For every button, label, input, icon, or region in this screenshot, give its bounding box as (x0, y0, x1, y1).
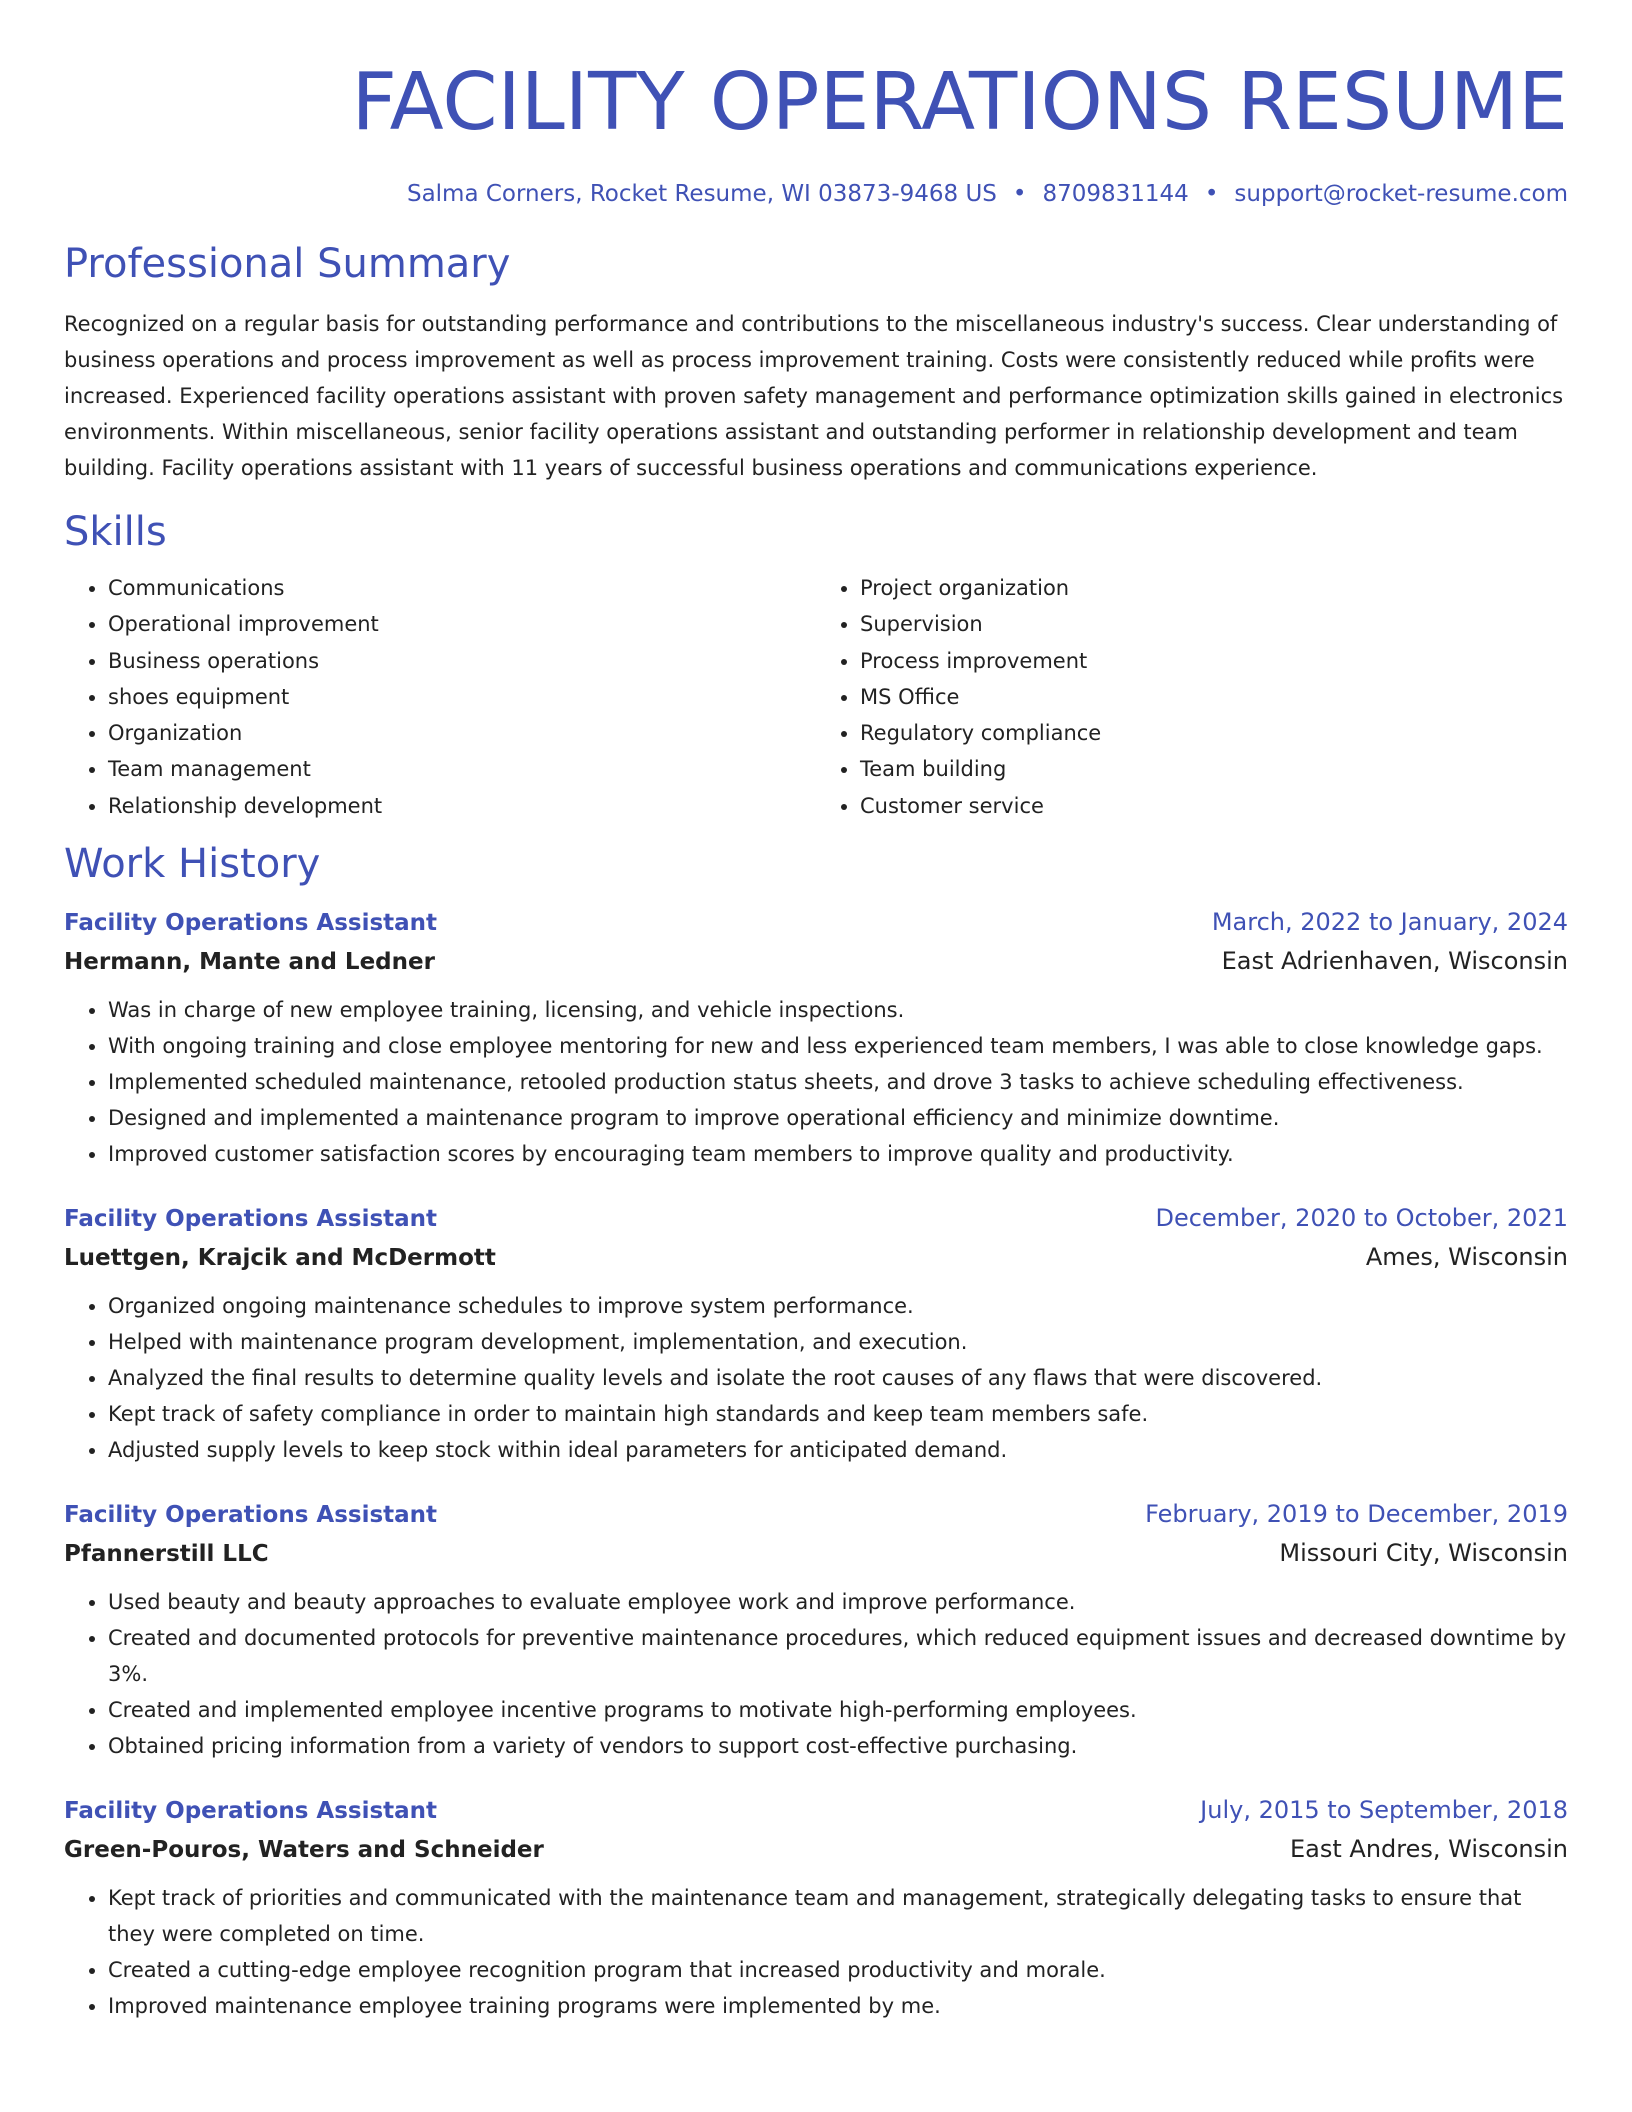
job-bullets (64, 1288, 1568, 1468)
skill-item: • Project organization (860, 570, 1568, 606)
skill-item: • Operational improvement (108, 606, 816, 642)
job-dates: February, 2019 to December, 2019 (1145, 1500, 1568, 1529)
job-subheader (64, 1237, 1568, 1278)
job-bullet: • Designed and implemented a maintenance program to improve operational efficiency and minimize downtime. (108, 1100, 1568, 1136)
skills-column-left (64, 570, 816, 824)
job-bullet: • Created a cutting-edge employee recognition program that increased productivity and morale. (108, 1952, 1568, 1988)
contact-separator: • (1204, 181, 1219, 207)
job-company: Green-Pouros, Waters and Schneider (64, 1837, 544, 1864)
skills-column-right (816, 570, 1568, 824)
job-header (64, 904, 1568, 941)
contact-address: Salma Corners, Rocket Resume, WI 03873-9468 US (406, 181, 997, 207)
contact-line (64, 178, 1568, 210)
job-dates: July, 2015 to September, 2018 (1200, 1796, 1568, 1825)
contact-phone: 8709831144 (1042, 181, 1189, 207)
job-bullet: • Created and implemented employee incentive programs to motivate high-performing employees. (108, 1692, 1568, 1728)
job-bullet: • With ongoing training and close employee mentoring for new and less experienced team members, I was able to close knowledge gaps. (108, 1028, 1568, 1064)
job-title: Facility Operations Assistant (64, 1206, 438, 1233)
job-location: East Adrienhaven, Wisconsin (1221, 947, 1568, 976)
job-location: Ames, Wisconsin (1365, 1243, 1568, 1272)
job-bullet: • Organized ongoing maintenance schedules to improve system performance. (108, 1288, 1568, 1324)
job-company: Hermann, Mante and Ledner (64, 949, 435, 976)
job-entry (64, 1496, 1568, 1764)
job-entry (64, 1792, 1568, 2024)
resume-title: FACILITY OPERATIONS RESUME (351, 56, 1568, 148)
skill-item: • Regulatory compliance (860, 715, 1568, 751)
skill-item: • Customer service (860, 788, 1568, 824)
job-entry (64, 1200, 1568, 1468)
job-header (64, 1200, 1568, 1237)
summary-heading: Professional Summary (64, 241, 511, 287)
job-dates: December, 2020 to October, 2021 (1155, 1204, 1568, 1233)
summary-text: Recognized on a regular basis for outstanding performance and contributions to the miscellaneous industry's success. Clear understanding of business operations and process improvement as well as process improvement training. Costs were consistently reduced while profits were increased. Experienced facility operations assistant with proven safety management and performance optimization skills gained in electronics environments. Within miscellaneous, senior facility operations assistant and outstanding performer in relationship development and team building. Facility operations assistant with 11 years of successful business operations and communications experience. (64, 312, 1564, 480)
job-bullet: • Adjusted supply levels to keep stock within ideal parameters for anticipated demand. (108, 1432, 1568, 1468)
job-subheader (64, 941, 1568, 982)
job-bullet: • Improved customer satisfaction scores by encouraging team members to improve quality and productivity. (108, 1136, 1568, 1172)
skill-item: • Team building (860, 751, 1568, 787)
job-bullet: • Obtained pricing information from a variety of vendors to support cost-effective purchasing. (108, 1728, 1568, 1764)
skill-item: • Team management (108, 751, 816, 787)
skill-item: • shoes equipment (108, 679, 816, 715)
job-subheader (64, 1829, 1568, 1870)
skills-grid (64, 570, 1568, 824)
job-bullet: • Created and documented protocols for preventive maintenance procedures, which reduced equipment issues and decreased downtime by 3%. (108, 1620, 1568, 1692)
skill-item: • Process improvement (860, 643, 1568, 679)
job-subheader (64, 1533, 1568, 1574)
job-bullet: • Used beauty and beauty approaches to evaluate employee work and improve performance. (108, 1584, 1568, 1620)
job-bullets (64, 992, 1568, 1172)
job-bullet: • Analyzed the final results to determine quality levels and isolate the root causes of any flaws that were discovered. (108, 1360, 1568, 1396)
job-header (64, 1792, 1568, 1829)
skill-item: • Relationship development (108, 788, 816, 824)
job-bullet: • Kept track of safety compliance in order to maintain high standards and keep team members safe. (108, 1396, 1568, 1432)
job-entry (64, 904, 1568, 1172)
job-bullet: • Implemented scheduled maintenance, retooled production status sheets, and drove 3 tasks to achieve scheduling effectiveness. (108, 1064, 1568, 1100)
skill-item: • Communications (108, 570, 816, 606)
skill-item: • Business operations (108, 643, 816, 679)
job-bullet: • Kept track of priorities and communicated with the maintenance team and management, strategically delegating tasks to ensure that they were completed on time. (108, 1880, 1568, 1952)
work-history-heading: Work History (64, 841, 321, 888)
contact-separator: • (1012, 181, 1027, 207)
job-dates: March, 2022 to January, 2024 (1211, 908, 1568, 937)
job-title: Facility Operations Assistant (64, 1798, 438, 1825)
job-bullets (64, 1880, 1568, 2024)
skill-item: • Supervision (860, 606, 1568, 642)
skill-item: • Organization (108, 715, 816, 751)
job-bullet: • Helped with maintenance program development, implementation, and execution. (108, 1324, 1568, 1360)
job-location: Missouri City, Wisconsin (1279, 1539, 1568, 1568)
job-location: East Andres, Wisconsin (1290, 1835, 1568, 1864)
contact-email: support@rocket-resume.com (1234, 181, 1568, 207)
job-header (64, 1496, 1568, 1533)
job-bullet: • Improved maintenance employee training programs were implemented by me. (108, 1988, 1568, 2024)
job-bullets (64, 1584, 1568, 1764)
job-bullet: • Was in charge of new employee training, licensing, and vehicle inspections. (108, 992, 1568, 1028)
job-title: Facility Operations Assistant (64, 1502, 438, 1529)
skill-item: • MS Office (860, 679, 1568, 715)
skills-heading: Skills (64, 509, 167, 555)
job-title: Facility Operations Assistant (64, 910, 438, 937)
job-company: Luettgen, Krajcik and McDermott (64, 1245, 496, 1272)
job-company: Pfannerstill LLC (64, 1541, 269, 1568)
